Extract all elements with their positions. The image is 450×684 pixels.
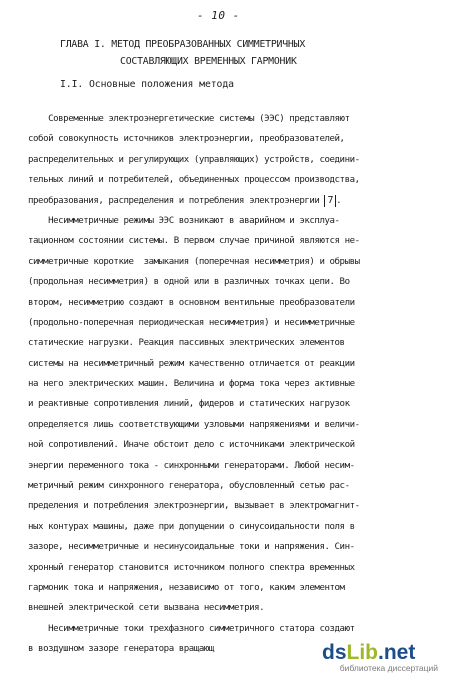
text-line: внешней электрической сети вызвана несимметрия. xyxy=(28,603,265,614)
text-line: в воздушном зазоре генератора вращающ xyxy=(28,644,214,655)
chapter-title xyxy=(60,36,400,70)
text-line: энергии переменного тока - синхронными генераторами. Любой несим- xyxy=(28,460,355,471)
text-line: и реактивные сопротивления линий, фидеров и статических нагрузок xyxy=(28,399,350,410)
watermark-subtitle: библиотека диссертаций xyxy=(339,663,438,673)
text-line: хронный генератор становится источником полного спектра временных xyxy=(28,562,355,573)
text-line: ных контурах машины, даже при допущении о синусоидальности поля в xyxy=(28,521,355,532)
text-line: распределительных и регулирующих (управляющих) устройств, соедини- xyxy=(28,154,360,165)
dslib-logo xyxy=(320,638,440,664)
text-line: тационном состоянии системы. В первом случае причиной являются не- xyxy=(28,236,360,247)
text-line: определяется лишь соответствующими узловыми напряжениями и величи- xyxy=(28,419,360,430)
text-line-content: преобразования, распределения и потребления электроэнергии xyxy=(28,195,320,206)
text-line: Современные электроэнергетические системы (ЭЭС) представляют xyxy=(28,114,350,124)
logo-net: .net xyxy=(378,641,416,664)
text-line: тельных линий и потребителей, объединенных процессом производства, xyxy=(28,175,360,186)
text-line: Несимметричные токи трехфазного симметричного статора создают xyxy=(28,623,355,634)
citation-reference: 7 xyxy=(324,195,336,207)
text-line: втором, несимметрию создают в основном вентильные преобразователи xyxy=(28,297,355,308)
text-line: ной сопротивлений. Иначе обстоит дело с источниками электрической xyxy=(28,440,355,451)
section-title: I.I. Основные положения метода xyxy=(60,79,234,90)
logo-ds: ds xyxy=(322,641,347,664)
text-line: Несимметричные режимы ЭЭС возникают в аварийном и эксплуа- xyxy=(28,215,340,226)
chapter-title-line-2: СОСТАВЛЯЮЩИХ ВРЕМЕННЫХ ГАРМОНИК xyxy=(120,56,297,67)
chapter-title-line-1: ГЛАВА I. МЕТОД ПРЕОБРАЗОВАННЫХ СИММЕТРИЧНЫХ xyxy=(60,39,306,50)
text-line: собой совокупность источников электроэнергии, преобразователей, xyxy=(28,134,345,145)
svg-text:dsLib.net xyxy=(322,641,415,664)
text-line: системы на несимметричный режим качественно отличается от реакции xyxy=(28,358,355,369)
page-number: - 10 - xyxy=(197,9,240,22)
text-line: преобразования, распределения и потребления электроэнергии 7 . xyxy=(28,194,342,206)
text-line: зазоре, несимметричные и несинусоидальные токи и напряжения. Син- xyxy=(28,542,355,553)
logo-lib: Lib xyxy=(346,641,379,664)
text-line: (продольно-поперечная периодическая несимметрия) и несимметричные xyxy=(28,317,355,328)
text-line: статические нагрузки. Реакция пассивных электрических элементов xyxy=(28,338,345,349)
text-line: на него электрических машин. Величина и форма тока через активные xyxy=(28,379,355,390)
body-text xyxy=(28,109,438,660)
text-line: метричный режим синхронного генератора, обусловленный сетью рас- xyxy=(28,481,350,492)
text-line: (продольная несимметрия) в одной или в различных точках цепи. Во xyxy=(28,277,350,288)
text-line: пределения и потребления электроэнергии, вызывает в электромагнит- xyxy=(28,501,360,512)
text-line: гармоник тока и напряжения, независимо от того, каким элементом xyxy=(28,582,345,593)
text-line: симметричные короткие замыкания (поперечная несимметрия) и обрывы xyxy=(28,256,360,267)
dslib-watermark xyxy=(320,638,440,676)
